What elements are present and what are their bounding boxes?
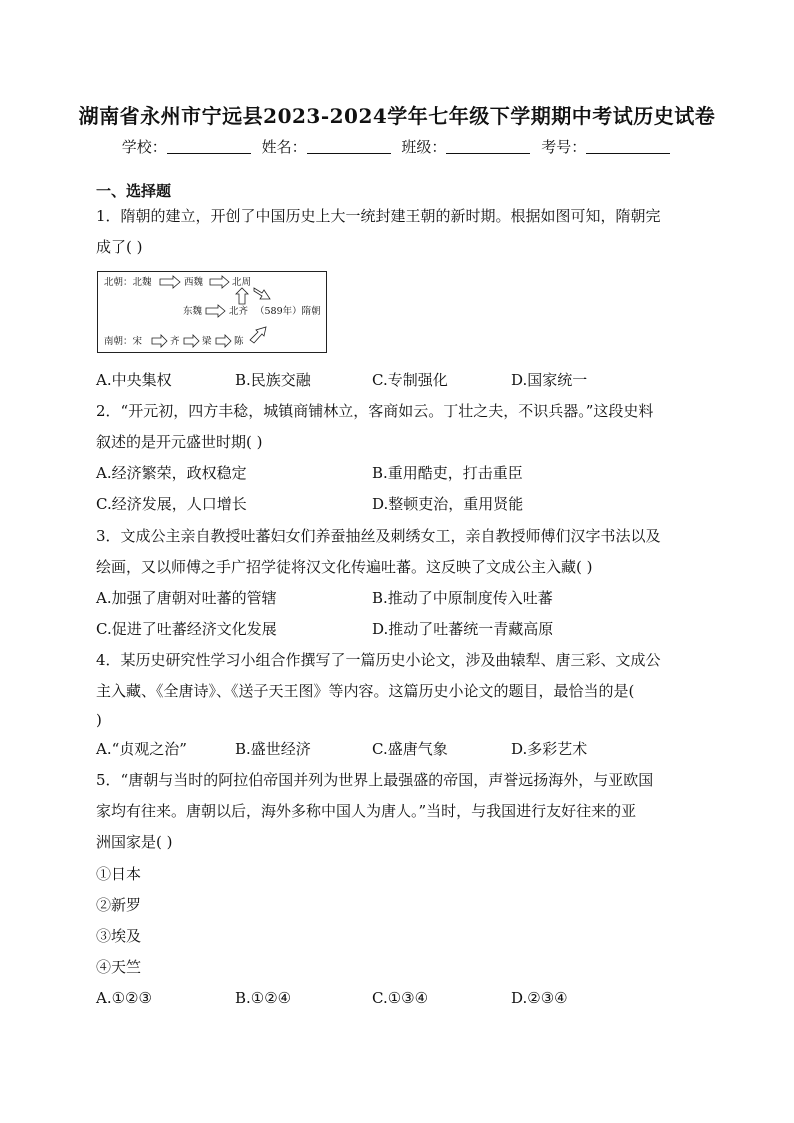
arrow-icon <box>210 276 229 288</box>
q1-line-1: 1．隋朝的建立，开创了中国历史上大一统封建王朝的新时期。根据如图可知，隋朝完 <box>96 207 661 225</box>
class-blank[interactable] <box>446 139 530 154</box>
q5-item-1: ①日本 <box>96 865 142 883</box>
q5-item-2: ②新罗 <box>96 896 142 914</box>
q5-option-b[interactable]: B.①②④ <box>235 989 292 1007</box>
q4-line-3: ) <box>96 711 102 729</box>
arrow-icon <box>236 288 248 304</box>
name-field <box>262 136 393 157</box>
q3-line-1: 3．文成公主亲自教授吐蕃妇女们养蚕抽丝及刺绣女工，亲自教授师傅们汉字书法以及 <box>96 527 661 545</box>
q2-line-2: 叙述的是开元盛世时期( ) <box>96 433 263 451</box>
q5-item-3: ③埃及 <box>96 927 142 945</box>
q1-line-2: 成了( ) <box>96 238 143 256</box>
arrow-icon <box>250 327 266 343</box>
diagram-north-qi: 北齐 <box>229 306 249 317</box>
q5-line-2: 家均有往来。唐朝以后，海外多称中国人为唐人。”当时，与我国进行友好往来的亚 <box>96 802 637 820</box>
arrow-icon <box>184 335 199 347</box>
school-field <box>122 136 253 157</box>
q4-option-c[interactable]: C.盛唐气象 <box>372 740 448 758</box>
q3-line-2: 绘画，又以师傅之手广招学徒将汉文化传遍吐蕃。这反映了文成公主入藏( ) <box>96 558 593 576</box>
class-field <box>401 136 532 157</box>
page-title: 湖南省永州市宁远县2023-2024学年七年级下学期期中考试历史试卷 <box>78 104 716 128</box>
diagram-sui-dynasty: （589年）隋朝 <box>255 306 321 317</box>
q4-line-2: 主入藏、《全唐诗》、《送子天王图》等内容。这篇历史小论文的题目，最恰当的是( <box>96 682 635 700</box>
q5-item-4: ④天竺 <box>96 958 142 976</box>
q3-option-a[interactable]: A.加强了唐朝对吐蕃的管辖 <box>96 589 277 607</box>
q4-option-d[interactable]: D.多彩艺术 <box>511 740 588 758</box>
q2-option-a[interactable]: A.经济繁荣，政权稳定 <box>96 464 247 482</box>
diagram-west-wei: 西魏 <box>184 277 204 288</box>
exam-number-field <box>541 136 672 157</box>
q5-line-1: 5．“唐朝与当时的阿拉伯帝国并列为世界上最强盛的帝国，声誉远扬海外，与亚欧国 <box>96 771 654 789</box>
dynasty-diagram <box>97 271 327 353</box>
diagram-north-label: 北朝：北魏 <box>104 277 152 288</box>
student-info-line <box>0 136 794 157</box>
exam-number-label: 考号： <box>541 138 587 156</box>
section-heading: 一、选择题 <box>96 182 172 200</box>
q2-line-1: 2．“开元初，四方丰稔，城镇商铺林立，客商如云。丁壮之夫，不识兵器。”这段史料 <box>96 402 654 420</box>
arrow-icon <box>152 335 167 347</box>
exam-number-blank[interactable] <box>586 139 670 154</box>
arrow-icon <box>254 288 270 299</box>
q2-option-b[interactable]: B.重用酷吏，打击重臣 <box>372 464 523 482</box>
q2-option-c[interactable]: C.经济发展，人口增长 <box>96 495 247 513</box>
q1-option-a[interactable]: A.中央集权 <box>96 371 172 389</box>
q1-option-c[interactable]: C.专制强化 <box>372 371 448 389</box>
diagram-south-label: 南朝：宋 <box>104 336 143 347</box>
diagram-chen: 陈 <box>234 336 244 347</box>
arrow-icon <box>160 276 180 288</box>
q5-option-c[interactable]: C.①③④ <box>372 989 429 1007</box>
q5-line-3: 洲国家是( ) <box>96 833 173 851</box>
q4-option-a[interactable]: A.“贞观之治” <box>96 740 187 758</box>
diagram-qi: 齐 <box>170 336 180 347</box>
q5-option-d[interactable]: D.②③④ <box>511 989 568 1007</box>
school-label: 学校： <box>121 138 167 156</box>
q4-line-1: 4．某历史研究性学习小组合作撰写了一篇历史小论文，涉及曲辕犁、唐三彩、文成公 <box>96 651 661 669</box>
class-label: 班级： <box>401 138 447 156</box>
q4-option-b[interactable]: B.盛世经济 <box>235 740 311 758</box>
arrow-icon <box>216 335 231 347</box>
school-blank[interactable] <box>167 139 251 154</box>
q1-option-d[interactable]: D.国家统一 <box>511 371 588 389</box>
diagram-north-zhou: 北周 <box>232 277 252 288</box>
q3-option-b[interactable]: B.推动了中原制度传入吐蕃 <box>372 589 553 607</box>
arrow-icon <box>206 305 225 317</box>
name-label: 姓名： <box>261 138 307 156</box>
q3-option-d[interactable]: D.推动了吐蕃统一青藏高原 <box>372 620 554 638</box>
name-blank[interactable] <box>307 139 391 154</box>
diagram-liang: 梁 <box>202 336 212 347</box>
q3-option-c[interactable]: C.促进了吐蕃经济文化发展 <box>96 620 277 638</box>
q1-option-b[interactable]: B.民族交融 <box>235 371 311 389</box>
diagram-east-wei: 东魏 <box>183 306 203 317</box>
dynasty-diagram-svg <box>98 272 326 352</box>
q5-option-a[interactable]: A.①②③ <box>96 989 152 1007</box>
q2-option-d[interactable]: D.整顿吏治，重用贤能 <box>372 495 524 513</box>
